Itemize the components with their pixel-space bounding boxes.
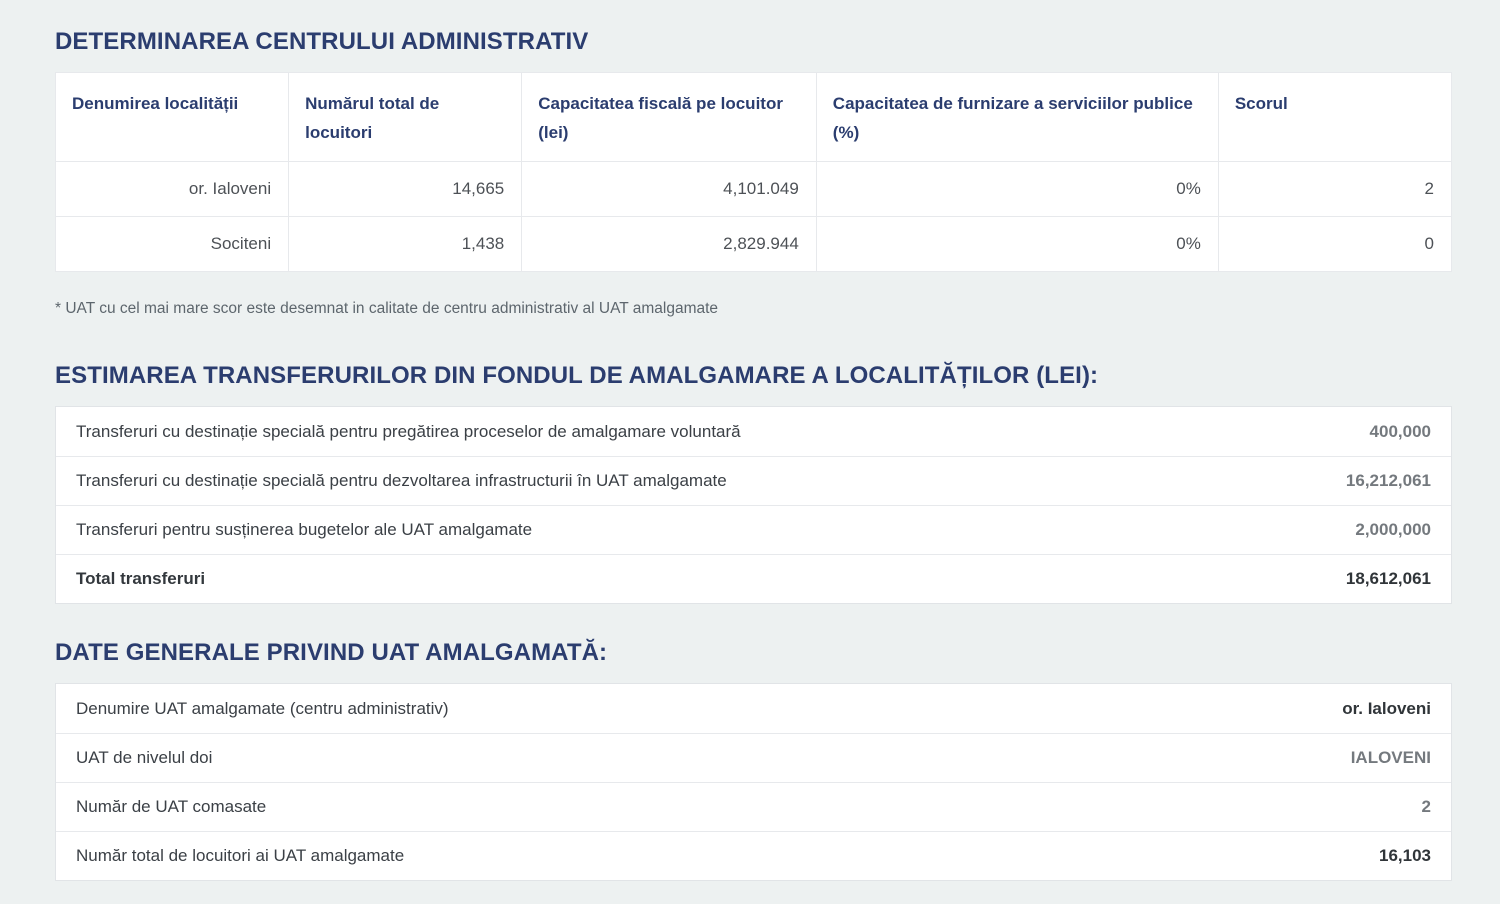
col-header-service-capacity: Capacitatea de furnizare a serviciilor publice (%): [816, 73, 1218, 162]
cell-population: 1,438: [289, 217, 522, 272]
table-header-row: [56, 73, 1452, 162]
section2-title: ESTIMAREA TRANSFERURILOR DIN FONDUL DE AMALGAMARE A LOCALITĂȚILOR (LEI):: [55, 362, 1099, 389]
cell-score: 2: [1218, 162, 1451, 217]
transfer-value: 2,000,000: [1355, 520, 1431, 539]
list-item: [56, 782, 1451, 831]
col-header-population: Numărul total de locuitori: [289, 73, 522, 162]
general-data-value: 2: [1421, 797, 1431, 816]
list-item-total: [56, 554, 1451, 603]
general-data-table: [55, 683, 1452, 881]
list-item: [56, 684, 1451, 733]
cell-locality: Sociteni: [56, 217, 289, 272]
cell-service-capacity: 0%: [816, 217, 1218, 272]
transfer-label: Transferuri cu destinație specială pentru pregătirea proceselor de amalgamare voluntară: [76, 421, 741, 441]
transfer-value: 16,212,061: [1345, 471, 1431, 490]
section-transfers-estimation: [55, 360, 1452, 604]
list-item: [56, 831, 1451, 880]
list-item: [56, 505, 1451, 554]
cell-service-capacity: 0%: [816, 162, 1218, 217]
general-data-value: 16,103: [1379, 846, 1431, 865]
transfer-label: Transferuri pentru susținerea bugetelor ale UAT amalgamate: [76, 520, 533, 539]
section-administrative-center: [55, 26, 1452, 320]
cell-population: 14,665: [289, 162, 522, 217]
transfer-value: 400,000: [1369, 421, 1431, 441]
general-data-label: Număr total de locuitori ai UAT amalgamate: [76, 846, 405, 865]
transfer-label: Transferuri cu destinație specială pentru dezvoltarea infrastructurii în UAT amalgamate: [76, 471, 727, 490]
col-header-score: Scorul: [1218, 73, 1451, 162]
cell-locality: or. Ialoveni: [56, 162, 289, 217]
general-data-label: Număr de UAT comasate: [76, 797, 267, 816]
general-data-value: IALOVENI: [1350, 748, 1431, 767]
cell-fiscal-capacity: 4,101.049: [522, 162, 817, 217]
general-data-value: or. Ialoveni: [1342, 698, 1431, 718]
list-item: [56, 407, 1451, 456]
cell-score: 0: [1218, 217, 1451, 272]
col-header-fiscal-capacity: Capacitatea fiscală pe locuitor (lei): [522, 73, 817, 162]
cell-fiscal-capacity: 2,829.944: [522, 217, 817, 272]
list-item: [56, 456, 1451, 505]
section1-title: DETERMINAREA CENTRULUI ADMINISTRATIV: [55, 28, 589, 55]
list-item: [56, 733, 1451, 782]
general-data-label: UAT de nivelul doi: [76, 748, 213, 767]
total-transfers-label: Total transferuri: [76, 569, 206, 588]
section3-title: DATE GENERALE PRIVIND UAT AMALGAMATĂ:: [55, 639, 608, 666]
administrative-center-table: [55, 72, 1452, 272]
col-header-locality: Denumirea localității: [56, 73, 289, 162]
general-data-label: Denumire UAT amalgamate (centru administrativ): [76, 698, 449, 718]
table-row: [56, 162, 1452, 217]
total-transfers-value: 18,612,061: [1345, 569, 1431, 588]
transfers-table: [55, 406, 1452, 604]
table-row: [56, 217, 1452, 272]
footnote: * UAT cu cel mai mare scor este desemnat in calitate de centru administrativ al UAT amalgamate: [55, 300, 719, 317]
section-general-data: [55, 637, 1452, 881]
